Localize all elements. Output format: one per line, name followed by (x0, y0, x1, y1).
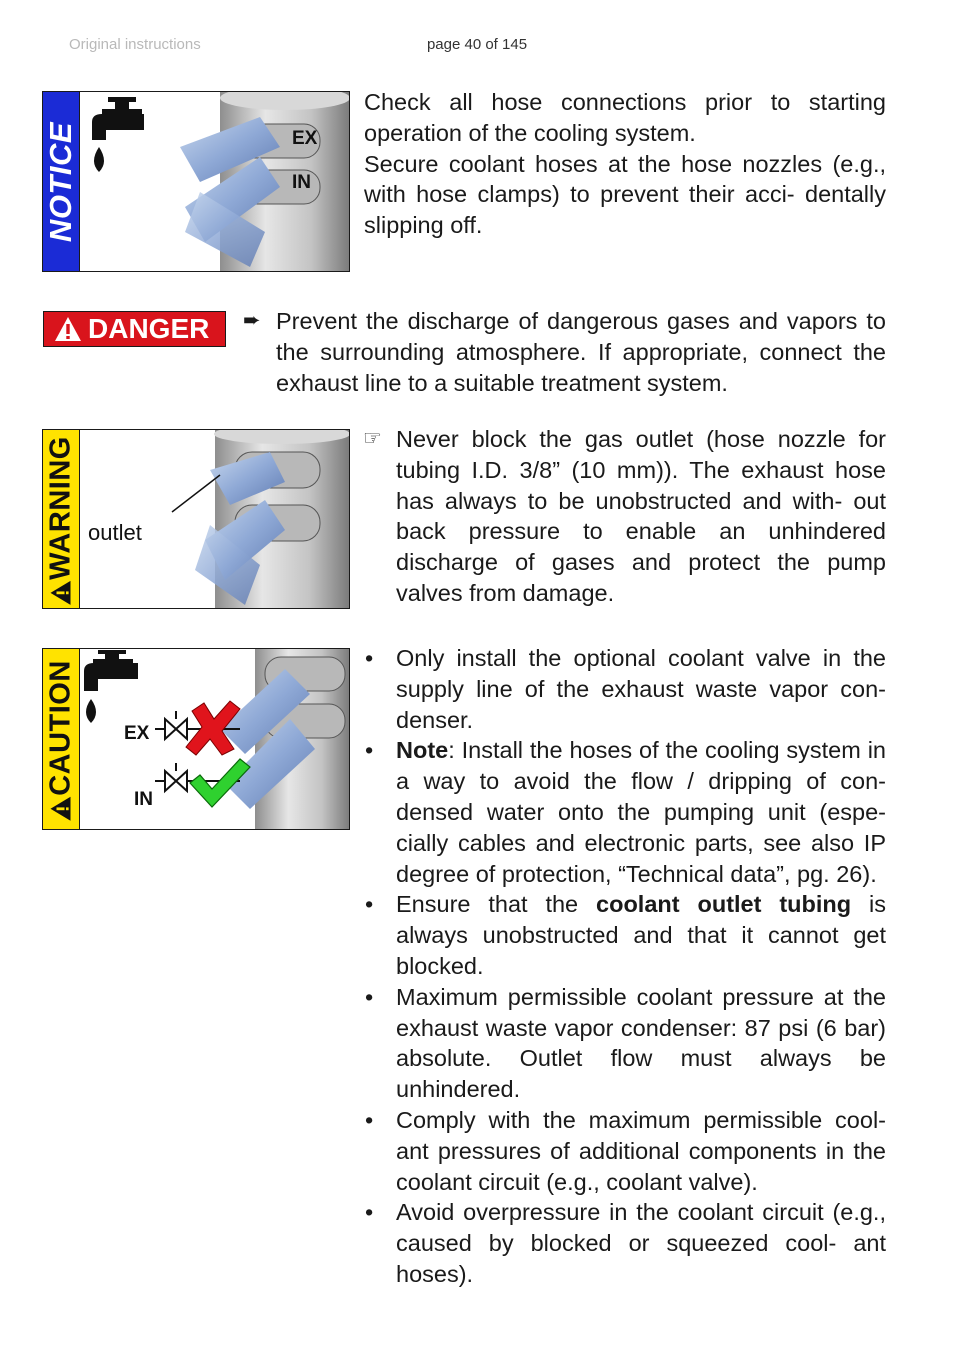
arrow-marker: ➨ (243, 309, 261, 332)
notice-label: NOTICE (43, 121, 78, 242)
warning-item (363, 424, 886, 609)
danger-item (243, 306, 886, 398)
notice-paragraph-1: Check all hose connections prior to starting operation of the cooling system. (364, 89, 886, 146)
list-item-text: Avoid overpressure in the coolant circuit (e.g., caused by blocked or squeezed cool- ant hoses). (396, 1199, 886, 1287)
caution-sidebar (43, 649, 80, 829)
list-item-text: : Install the hoses of the cooling system in a way to avoid the flow / dripping of con- densed water onto the pumping unit (espe- cially cables and electronic parts, see also IP degree of protection, “Technical data”, pg. 26). (396, 737, 886, 887)
danger-label-text: DANGER (88, 313, 210, 344)
caution-label (45, 660, 78, 822)
list-item (365, 889, 886, 981)
hazard-triangle-icon (54, 316, 82, 342)
hand-pointer-marker: ☞ (363, 427, 382, 450)
warning-figure (42, 429, 350, 609)
ex-label: EX (124, 723, 150, 744)
notice-paragraph-2: Secure coolant hoses at the hose nozzles (e.g., with hose clamps) to prevent their acci- dentally slipping off. (364, 150, 886, 239)
ex-label: EX (292, 128, 318, 149)
in-label: IN (292, 172, 311, 193)
bullet: • (365, 1199, 374, 1226)
warning-text (363, 424, 886, 609)
notice-text (364, 87, 886, 241)
bullet: • (365, 645, 374, 671)
bullet: • (365, 1106, 374, 1133)
warning-sidebar (43, 430, 80, 608)
caution-figure (42, 648, 350, 830)
bullet: • (365, 983, 374, 1010)
note-label: Note (396, 737, 449, 764)
hazard-triangle-icon (45, 580, 78, 606)
bullet: • (365, 891, 374, 918)
list-item (365, 1105, 886, 1197)
warning-label (45, 436, 78, 606)
hazard-triangle-icon (45, 796, 78, 822)
caution-list (365, 643, 886, 1290)
notice-figure (42, 91, 350, 272)
caution-label-text: CAUTION (44, 660, 77, 796)
danger-label (43, 311, 226, 347)
faucet-icon (84, 650, 138, 723)
list-item-text: Maximum permissible coolant pressure at the exhaust waste vapor condenser: 87 psi (6 bar) absolute. Outlet flow must always be unhindered. (396, 983, 886, 1103)
list-item-text: Only install the optional coolant valve in the supply line of the exhaust waste vapor con- denser. (396, 645, 886, 733)
faucet-icon (92, 97, 144, 172)
danger-item-text: Prevent the discharge of dangerous gases and vapors to the surrounding atmosphere. If appropriate, connect the exhaust line to a suitable treatment system. (276, 308, 886, 396)
bullet: • (365, 737, 374, 764)
list-item (365, 982, 886, 1105)
list-item-text: Comply with the maximum permissible cool- ant pressures of additional components in the coolant circuit (e.g., coolant valve). (396, 1106, 886, 1195)
warning-item-text: Never block the gas outlet (hose nozzle for tubing I.D. 3/8” (10 mm)). The exhaust hose has always to be unobstructed and with- out back pressure to enable an unhindered discharge of gases and protect the pump valves from damage. (396, 426, 886, 606)
list-item (365, 643, 886, 735)
page-number: page 40 of 145 (426, 36, 528, 53)
running-header: Original instructions (69, 36, 201, 53)
pump-outlet-illustration (80, 430, 350, 608)
list-item (365, 735, 886, 889)
in-label: IN (134, 789, 153, 810)
list-item-text: is always unobstructed and that it cannot get blocked. (396, 891, 886, 979)
danger-text (243, 306, 886, 398)
warning-label-text: WARNING (44, 436, 77, 580)
coolant-valve-illustration (80, 649, 350, 829)
emphasis-text: coolant outlet tubing (596, 891, 852, 918)
list-item-text: Ensure that the (396, 891, 597, 918)
outlet-label: outlet (88, 520, 142, 545)
notice-sidebar (43, 92, 80, 271)
list-item (365, 1197, 886, 1289)
pump-hose-illustration (80, 92, 350, 271)
